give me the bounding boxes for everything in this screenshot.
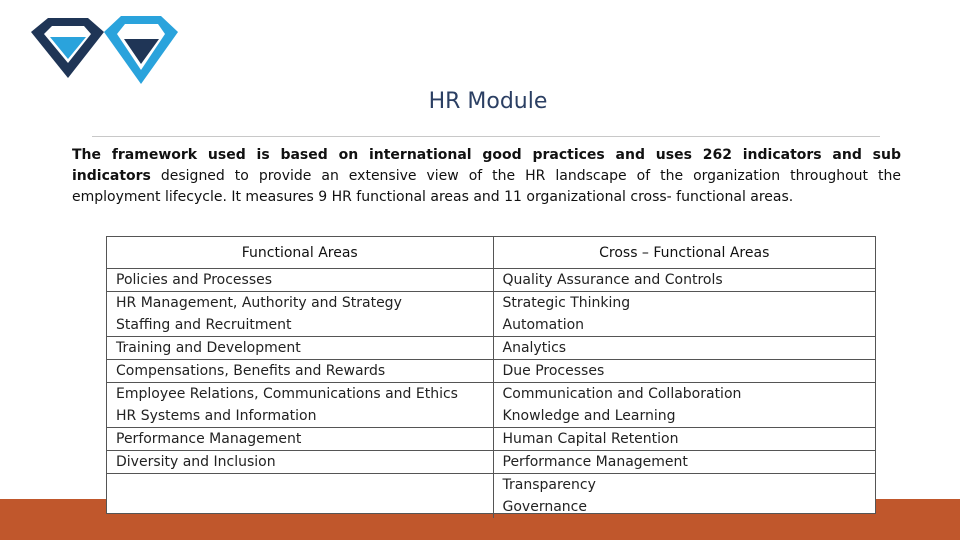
cross-functional-area-cell: Quality Assurance and Controls bbox=[493, 269, 875, 292]
table-row bbox=[107, 314, 875, 337]
functional-area-cell: Diversity and Inclusion bbox=[107, 451, 493, 474]
intro-rest-text: designed to provide an extensive view of the HR landscape of the organization throughout the employment lifecycle. It measures 9 HR functional areas and 11 organizational cross- functional areas. bbox=[72, 168, 901, 205]
functional-area-cell: Employee Relations, Communications and Ethics bbox=[107, 383, 493, 406]
header-functional-areas: Functional Areas bbox=[107, 237, 493, 269]
areas-table bbox=[107, 237, 875, 518]
page-title: HR Module bbox=[428, 89, 548, 114]
areas-table-container bbox=[106, 236, 876, 514]
cross-functional-area-cell: Strategic Thinking bbox=[493, 292, 875, 315]
title-divider bbox=[92, 136, 880, 137]
functional-area-cell bbox=[107, 474, 493, 497]
table-row bbox=[107, 292, 875, 315]
table-header-row bbox=[107, 237, 875, 269]
table-row bbox=[107, 383, 875, 406]
logo-light-diamond-icon bbox=[104, 16, 178, 84]
functional-area-cell: HR Systems and Information bbox=[107, 405, 493, 428]
table-row bbox=[107, 360, 875, 383]
table-row bbox=[107, 428, 875, 451]
functional-area-cell: Staffing and Recruitment bbox=[107, 314, 493, 337]
header-cross-functional-areas: Cross – Functional Areas bbox=[493, 237, 875, 269]
cross-functional-area-cell: Automation bbox=[502, 317, 585, 333]
functional-area-cell: Compensations, Benefits and Rewards bbox=[107, 360, 493, 383]
table-row bbox=[107, 496, 875, 518]
table-row bbox=[107, 474, 875, 497]
logo-dark-diamond-icon bbox=[31, 18, 104, 78]
cross-functional-area-cell: Governance bbox=[502, 499, 587, 515]
table-row bbox=[107, 337, 875, 360]
functional-area-cell: Performance Management bbox=[107, 428, 493, 451]
cross-functional-area-cell: Knowledge and Learning bbox=[502, 408, 676, 424]
cross-functional-area-cell: Due Processes bbox=[493, 360, 875, 383]
functional-area-cell: HR Management, Authority and Strategy bbox=[107, 292, 493, 315]
cross-functional-area-cell: Human Capital Retention bbox=[493, 428, 875, 451]
intro-paragraph bbox=[72, 145, 901, 208]
cross-functional-area-cell: Analytics bbox=[493, 337, 875, 360]
functional-area-cell: Policies and Processes bbox=[107, 269, 493, 292]
functional-area-cell: Training and Development bbox=[107, 337, 493, 360]
table-row bbox=[107, 405, 875, 428]
intro-bold-text: The framework used is based on international good practices and uses 262 indicators and sub indicators bbox=[72, 147, 901, 184]
company-logo bbox=[28, 12, 182, 88]
cross-functional-area-cell: Communication and Collaboration bbox=[493, 383, 875, 406]
functional-area-cell bbox=[107, 496, 493, 518]
table-row bbox=[107, 451, 875, 474]
cross-functional-area-cell: Performance Management bbox=[493, 451, 875, 474]
cross-functional-area-cell: Transparency bbox=[493, 474, 875, 497]
table-row bbox=[107, 269, 875, 292]
